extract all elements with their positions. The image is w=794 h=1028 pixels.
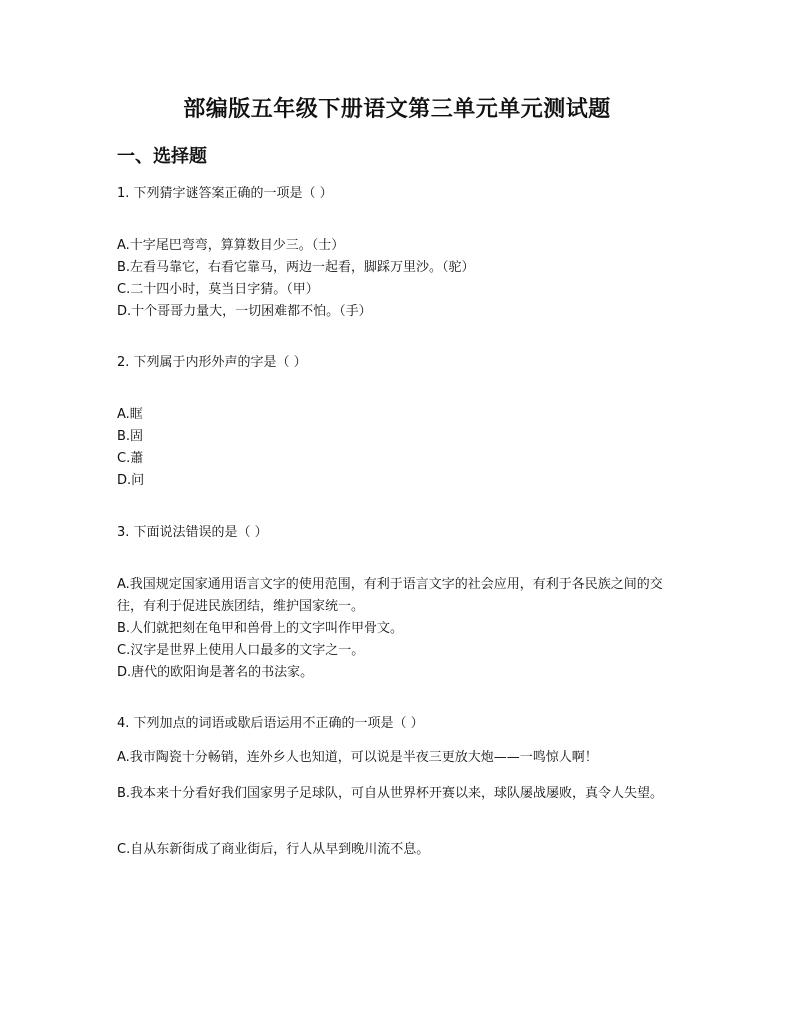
question-3-options xyxy=(117,574,682,684)
option-b: B.左看马靠它，右看它靠马，两边一起看，脚踩万里沙。（驼） xyxy=(117,260,475,275)
option-c: C.汉字是世界上使用人口最多的文字之一。 xyxy=(117,643,365,658)
option-a: A.眶 xyxy=(117,407,143,422)
question-2-options xyxy=(117,404,682,492)
question-4-option-c xyxy=(117,839,682,861)
question-stem: 1. 下列猜字谜答案正确的一项是（ ） xyxy=(117,186,333,201)
question-stem: 2. 下列属于内形外声的字是（ ） xyxy=(117,355,307,370)
option-a: A.十字尾巴弯弯，算算数目少三。（士） xyxy=(117,238,345,253)
option-b: B.我本来十分看好我们国家男子足球队，可自从世界杯开赛以来，球队屡战屡败，真令人失望。 xyxy=(117,786,664,801)
option-c: C.蕭 xyxy=(117,451,144,466)
question-stem: 3. 下面说法错误的是（ ） xyxy=(117,525,268,540)
option-d: D.唐代的欧阳询是著名的书法家。 xyxy=(117,665,314,680)
question-stem: 4. 下列加点的词语或歇后语运用不正确的一项是（ ） xyxy=(117,716,424,731)
question-2 xyxy=(117,352,682,374)
question-1 xyxy=(117,183,682,205)
option-a: A.我国规定国家通用语言文字的使用范围，有利于语言文字的社会应用，有利于各民族之间的交往，有利于促进民族团结，维护国家统一。 xyxy=(117,577,663,614)
option-c: C.二十四小时，莫当日字猜。（甲） xyxy=(117,282,319,297)
question-4 xyxy=(117,713,682,735)
question-1-options xyxy=(117,235,682,323)
option-b: B.人们就把刻在龟甲和兽骨上的文字叫作甲骨文。 xyxy=(117,621,404,636)
option-b: B.固 xyxy=(117,429,144,444)
option-a: A.我市陶瓷十分畅销，连外乡人也知道，可以说是半夜三更放大炮——一鸣惊人啊！ xyxy=(117,750,598,765)
section-heading: 一、选择题 xyxy=(117,146,207,167)
question-3 xyxy=(117,522,682,544)
document-title: 部编版五年级下册语文第三单元单元测试题 xyxy=(183,96,611,122)
question-4-option-b xyxy=(117,783,682,805)
option-c: C.自从东新街成了商业街后，行人从早到晚川流不息。 xyxy=(117,842,430,857)
option-d: D.问 xyxy=(117,473,145,488)
option-d: D.十个哥哥力量大，一切困难都不怕。（手） xyxy=(117,304,372,319)
question-4-option-a xyxy=(117,747,682,769)
